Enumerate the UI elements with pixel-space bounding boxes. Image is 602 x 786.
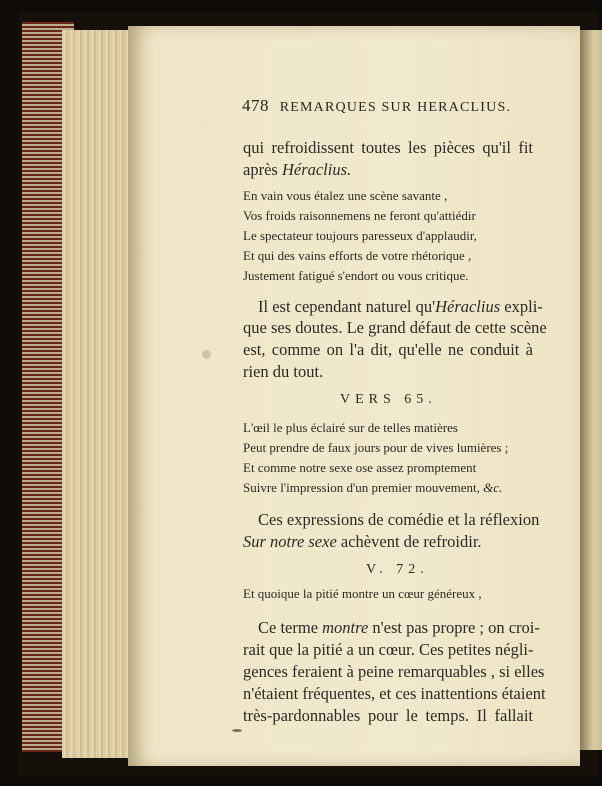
- italic-text: Héraclius: [435, 297, 501, 316]
- text-run: rait que la pitié a un cœur. Ces petites négli-: [243, 640, 534, 659]
- text-run: Et quoique la pitié montre un cœur généreux ,: [243, 586, 482, 601]
- running-head: [242, 96, 532, 118]
- italic-text: &c.: [483, 480, 503, 495]
- prose-line: [258, 510, 539, 530]
- verse-line: [243, 188, 447, 204]
- text-run: très-pardonnables pour le temps. Il fallait: [243, 706, 533, 725]
- verse-line: [243, 460, 476, 476]
- verse-line: [243, 420, 458, 436]
- text-run: qui refroidissent toutes les pièces qu'il fit: [243, 138, 533, 157]
- text-run: Et comme notre sexe ose assez promptement: [243, 460, 477, 475]
- prose-line: [243, 318, 547, 338]
- verse-line: [243, 586, 482, 602]
- text-run: En vain vous étalez une scène savante ,: [243, 188, 448, 203]
- text-run: Ce terme: [258, 618, 323, 637]
- text-run: n'est pas propre ; on croi-: [368, 618, 540, 637]
- prose-line: [243, 138, 533, 158]
- italic-text: montre: [322, 618, 369, 637]
- prose-line: [243, 160, 351, 180]
- facing-page-edge: [580, 30, 602, 750]
- prose-line: [243, 706, 533, 726]
- page-number: 478: [242, 96, 269, 115]
- prose-line: [243, 662, 544, 682]
- text-run: Peut prendre de faux jours pour de vives lumières ;: [243, 440, 509, 455]
- text-run: Vos froids raisonnemens ne feront qu'attiédir: [243, 208, 476, 223]
- italic-text: Sur notre sexe: [243, 532, 337, 551]
- text-run: n'étaient fréquentes, et ces inattentions étaient: [243, 684, 546, 703]
- text-run: Il est cependant naturel qu': [258, 297, 436, 316]
- section-heading: [340, 392, 437, 408]
- text-run: que ses doutes. Le grand défaut de cette scène: [243, 318, 547, 337]
- verse-line: [243, 268, 468, 284]
- text-run: VERS 65.: [340, 392, 437, 407]
- verse-line: [243, 248, 471, 264]
- prose-line: [258, 618, 540, 638]
- prose-line: [243, 340, 533, 360]
- prose-line: [243, 684, 546, 704]
- text-run: gences feraient à peine remarquables , si elles: [243, 662, 545, 681]
- verse-line: [243, 208, 476, 224]
- verse-line: [243, 440, 508, 456]
- paper-spot: [202, 350, 211, 359]
- page-edges: [62, 30, 134, 758]
- text-run: après: [243, 160, 282, 179]
- running-title: REMARQUES SUR HERACLIUS.: [279, 100, 512, 115]
- text-run: achèvent de refroidir.: [336, 532, 482, 551]
- text-run: rien du tout.: [243, 362, 324, 381]
- prose-line: [243, 532, 482, 552]
- verse-line: [243, 480, 502, 496]
- text-run: Et qui des vains efforts de votre rhétorique ,: [243, 248, 472, 263]
- prose-line: [258, 297, 543, 317]
- prose-line: [243, 362, 323, 382]
- text-run: V. 72.: [366, 562, 429, 577]
- italic-text: Héraclius.: [281, 160, 352, 179]
- text-run: Justement fatigué s'endort ou vous critique.: [243, 268, 469, 283]
- text-run: Le spectateur toujours paresseux d'applaudir,: [243, 228, 477, 243]
- verse-line: [243, 228, 477, 244]
- text-run: L'œil le plus éclairé sur de telles matières: [243, 420, 458, 435]
- section-heading: [366, 562, 429, 578]
- prose-line: [243, 640, 534, 660]
- text-run: expli-: [500, 297, 543, 316]
- text-run: est, comme on l'a dit, qu'elle ne conduit à: [243, 340, 533, 359]
- text-run: Ces expressions de comédie et la réflexion: [258, 510, 540, 529]
- paper-mark: [232, 729, 242, 732]
- text-run: Suivre l'impression d'un premier mouvement,: [243, 480, 484, 495]
